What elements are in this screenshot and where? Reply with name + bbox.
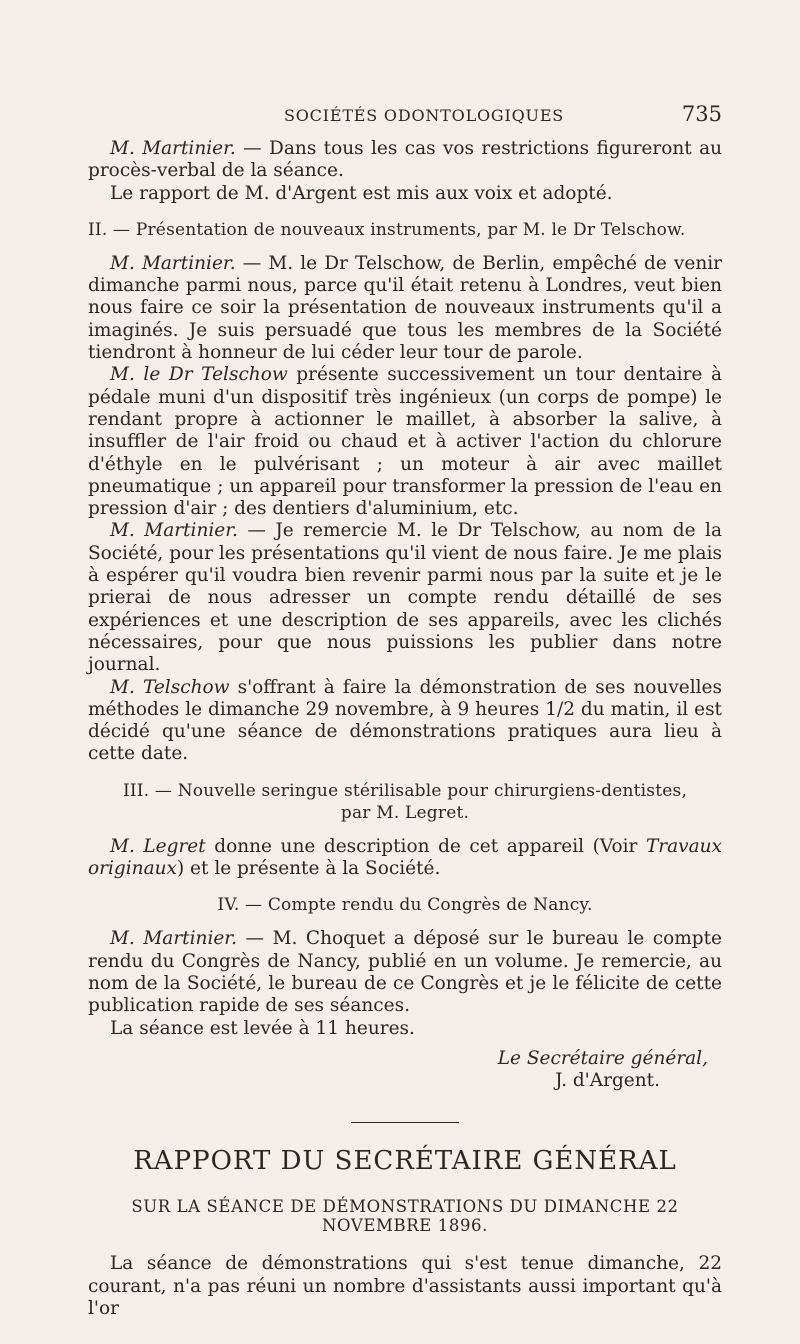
speaker-name: M. le Dr Telschow	[110, 364, 288, 386]
paragraph-martinier-congres	[88, 928, 722, 1017]
speaker-name: M. Martinier.	[110, 138, 236, 159]
running-header	[88, 98, 722, 138]
section-divider	[351, 1122, 459, 1123]
paragraph-text: donne une description de cet appareil (Voir	[205, 835, 646, 857]
paragraph-martinier-telschow	[88, 253, 722, 364]
paragraph-telschow-presentation	[88, 364, 722, 520]
section-heading-3	[88, 780, 722, 824]
signature-name: J. d'Argent.	[555, 1070, 660, 1092]
signature-title: Le Secrétaire général,	[497, 1047, 708, 1069]
section-heading-4: IV. — Compte rendu du Congrès de Nancy.	[217, 895, 593, 916]
section-heading-3-line1: III. — Nouvelle seringue stérilisable pour chirurgiens-dentistes,	[122, 780, 688, 801]
paragraph-text: présente successivement un tour dentaire à pédale muni d'un dispositif très ingénieux (un corps de pompe) le rendant propre à actionner le maillet, à absorber la salive, à insuffler de l'air froid ou chaud et à activer l'action du chlorure d'éthyle en le pulvérisant ; un moteur à air avec maillet pneumatique ; un appareil pour transformer la pression de l'eau en pression d'air ; des dentiers d'aluminium, etc.	[88, 364, 722, 520]
paragraph-seance-levee: La séance est levée à 11 heures.	[110, 1017, 415, 1039]
paragraph-text: — M. Choquet a déposé sur le bureau le compte rendu du Congrès de Nancy, publié en un volume. Je remercie, au nom de la Société, le bureau de ce Congrès et je le félicite de cette publication rapide de ses séances.	[88, 928, 722, 1017]
report-title: RAPPORT DU SECRÉTAIRE GÉNÉRAL	[133, 1146, 677, 1177]
running-title: SOCIÉTÉS ODONTOLOGIQUES	[284, 106, 565, 125]
speaker-name: M. Legret	[110, 835, 206, 857]
paragraph-martinier-restrictions	[88, 138, 722, 183]
paragraph-text: — Dans tous les cas vos restrictions figureront au procès-verbal de la séance.	[88, 138, 723, 182]
paragraph-text: — M. le Dr Telschow, de Berlin, empêché de venir dimanche parmi nous, parce qu'il était retenu à Londres, veut bien nous faire ce soir la présentation de nouveaux instruments qu'il a imaginés. Je suis persuadé que tous les membres de la Société tiendront à honneur de lui céder leur tour de parole.	[88, 252, 723, 364]
report-intro-paragraph: La séance de démonstrations qui s'est tenue dimanche, 22 courant, n'a pas réuni un nombre d'assistants aussi important qu'à l'or	[88, 1253, 722, 1319]
signature-block	[88, 1048, 722, 1093]
speaker-name: M. Telschow	[110, 676, 230, 698]
paragraph-legret-seringue	[88, 836, 722, 881]
paragraph-text: — Je remercie M. le Dr Telschow, au nom de la Société, pour les présentations qu'il vient de nous faire. Je me plais à espérer qu'il voudra bien revenir parmi nous par la suite et je le prierai de nous adresser un compte rendu détaillé de ses expériences et une description de ses appareils, avec les clichés nécessaires, pour que nous puissions les publier dans notre journal.	[88, 520, 722, 676]
paragraph-rapport-adopte: Le rapport de M. d'Argent est mis aux voix et adopté.	[110, 182, 613, 204]
speaker-name: M. Martinier.	[110, 520, 238, 542]
section-heading-2: II. — Présentation de nouveaux instruments, par M. le Dr Telschow.	[88, 219, 686, 240]
paragraph-text: ) et le présente à la Société.	[176, 858, 441, 880]
italic-reference: Travaux originaux	[88, 835, 722, 880]
paragraph-telschow-demonstration	[88, 677, 722, 766]
report-subtitle: SUR LA SÉANCE DE DÉMONSTRATIONS DU DIMANCHE 22 NOVEMBRE 1896.	[131, 1197, 679, 1236]
paragraph-text: s'offrant à faire la démonstration de ses nouvelles méthodes le dimanche 29 novembre, à 9 heures 1/2 du matin, il est décidé qu'une séance de démonstrations pratiques aura lieu à cette date.	[88, 676, 722, 765]
speaker-name: M. Martinier.	[110, 928, 237, 950]
section-heading-3-line2: par M. Legret.	[340, 802, 470, 823]
speaker-name: M. Martinier.	[110, 252, 236, 274]
paragraph-martinier-remercie	[88, 520, 722, 676]
page-number: 735	[681, 102, 722, 126]
